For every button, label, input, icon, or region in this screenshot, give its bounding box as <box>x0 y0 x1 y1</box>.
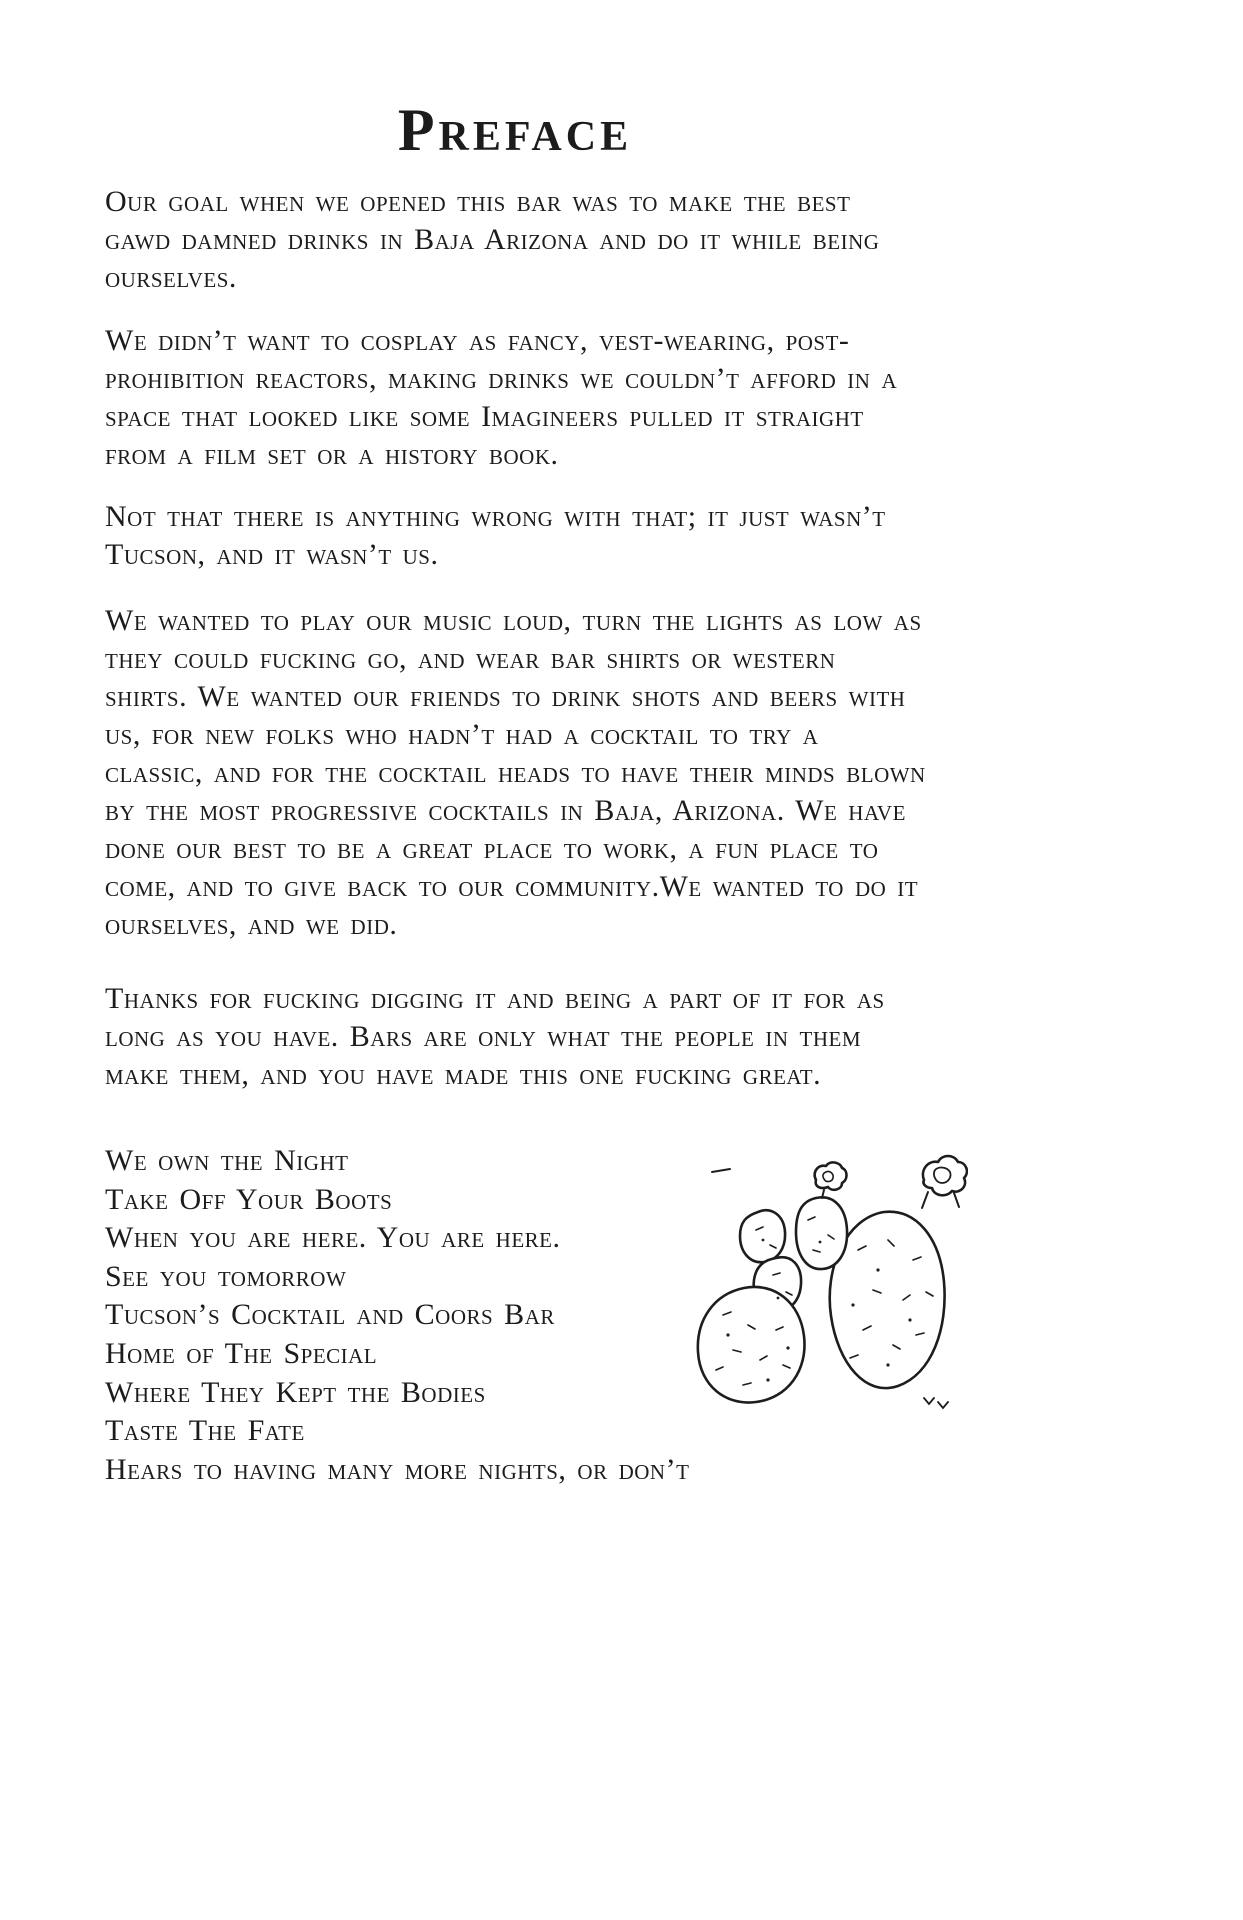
paragraph-music-loud: We wanted to play our music loud, turn the lights as low as they could fucking go, and wear bar shirts or western shirts. We wanted our friends to drink shots and beers with us, for new folks who hadn’t had a cocktail to try a classic, and for the cocktail heads to have their minds blown by the most progressive cocktails in Baja, Arizona. We have done our best to be a great place to work, a fun place to come, and to give back to our community.We wanted to do it ourselves, and we did. <box>105 604 926 941</box>
closing-line: Tucson’s Cocktail and Coors Bar <box>105 1298 555 1332</box>
closing-line: We own the Night <box>105 1144 349 1177</box>
closing-line: When you are here. You are here. <box>105 1221 561 1255</box>
paragraph-thanks: Thanks for fucking digging it and being a part of it for as long as you have. Bars are only what the people in them make them, and you have made this one fucking great. <box>105 982 885 1091</box>
paragraph-not-tucson: Not that there is anything wrong with that; it just wasn’t Tucson, and it wasn’t us. <box>105 500 886 571</box>
prickly-pear-cactus-illustration <box>688 1150 968 1422</box>
closing-line: Home of The Special <box>105 1336 378 1370</box>
closing-line: Hears to having many more nights, or don’t <box>105 1452 690 1486</box>
closing-line: Taste The Fate <box>105 1414 305 1448</box>
closing-line: See you tomorrow <box>105 1259 347 1293</box>
paragraph-cosplay: We didn’t want to cosplay as fancy, vest-wearing, post-prohibition reactors, making drinks we couldn’t afford in a space that looked like some Imagineers pulled it straight from a film set or a history book. <box>105 324 898 471</box>
closing-line: Take Off Your Boots <box>105 1182 393 1216</box>
closing-line: Where They Kept the Bodies <box>105 1375 486 1409</box>
page-title: Preface <box>397 97 633 163</box>
paragraph-goal: Our goal when we opened this bar was to make the best gawd damned drinks in Baja Arizona and do it while being ourselves. <box>105 185 880 294</box>
